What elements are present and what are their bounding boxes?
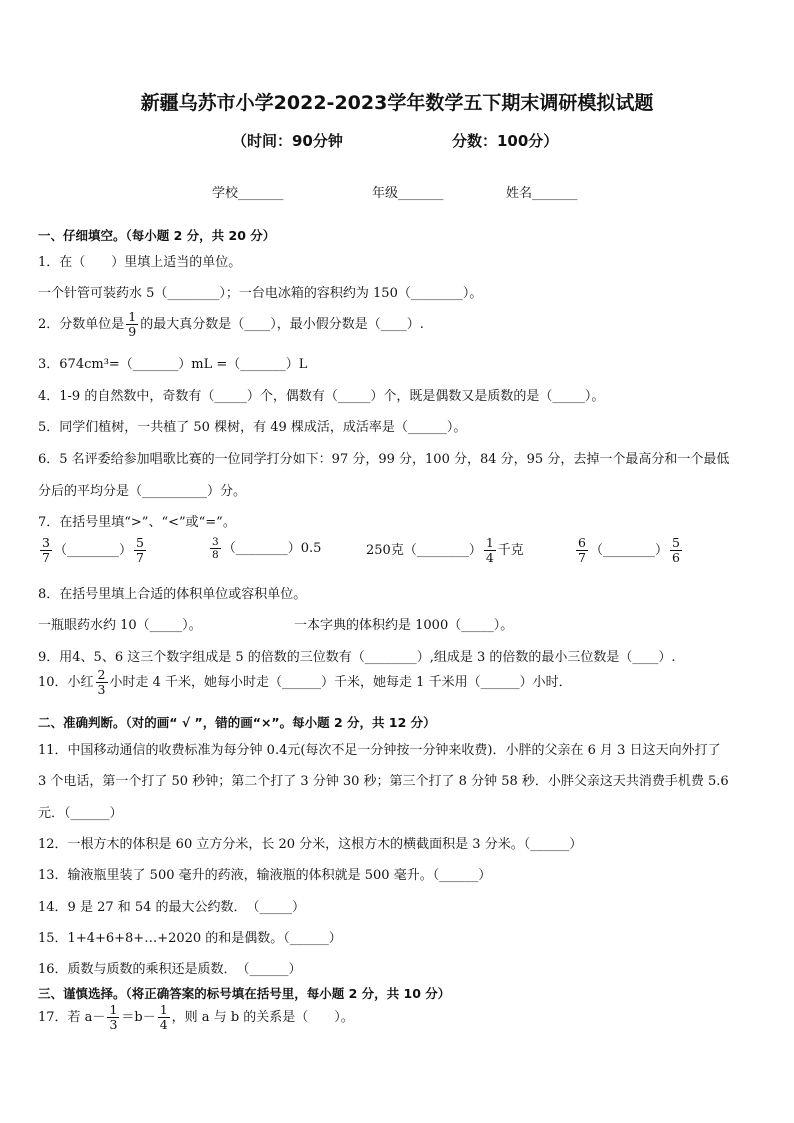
- question-7-item-b: [208, 536, 321, 561]
- fraction-denominator: 6: [671, 550, 680, 565]
- section-heading: 三、谨慎选择。（将正确答案的标号填在括号里，每小题 2 分，共 10 分）: [38, 986, 451, 1001]
- question-2-suffix: 的最大真分数是（____），最小假分数是（____）.: [140, 317, 424, 332]
- question-13: 13．输液瓶里装了 500 毫升的药液，输液瓶的体积就是 500 毫升。（______）: [38, 868, 492, 883]
- section-heading: 一、仔细填空。（每小题 2 分，共 20 分）: [38, 228, 276, 243]
- question-12: 12．一根方木的体积是 60 立方分米，长 20 分米，这根方木的横截面积是 3 分米。（______）: [38, 837, 583, 852]
- exam-score: 分数：100分）: [452, 132, 559, 150]
- fraction-denominator: 3: [97, 682, 106, 697]
- fraction-numerator: 5: [135, 535, 144, 550]
- fraction-numerator: 1: [159, 1002, 168, 1017]
- question-8-prompt: 8．在括号里填上合适的体积单位或容积单位。: [38, 587, 307, 602]
- question-6-line-2: 分后的平均分是（__________）分。: [38, 484, 247, 499]
- question-17-suffix: ，则 a 与 b 的关系是（ ）。: [171, 1010, 354, 1025]
- fraction-numerator: 1: [128, 309, 137, 324]
- question-2-prefix: 2．分数单位是: [38, 317, 125, 332]
- section-heading: 二、准确判断。（对的画“ √ ”，错的画“×”。每小题 2 分，共 12 分）: [38, 715, 436, 730]
- question-2: [38, 310, 424, 339]
- question-1-prompt: 1．在（ ）里填上适当的单位。: [38, 255, 242, 270]
- fraction: [107, 1003, 119, 1032]
- equation-middle: ＝b－: [121, 1010, 156, 1025]
- fraction-denominator: 8: [212, 549, 219, 561]
- fraction: [126, 310, 138, 339]
- question-11-line-1: 11．中国移动通信的收费标准为每分钟 0.4元(每次不足一分钟按一分钟来收费)．小胖的父亲在 6 月 3 日这天向外打了: [38, 743, 721, 758]
- question-10-prefix: 10．小红: [38, 675, 94, 690]
- fraction-denominator: 7: [135, 550, 144, 565]
- page-title: 新疆乌苏市小学2022-2023学年数学五下期末调研模拟试题: [140, 92, 654, 114]
- question-7-item-c: [366, 536, 524, 565]
- fraction: [210, 536, 221, 561]
- question-10: [38, 668, 572, 697]
- question-16: 16．质数与质数的乘积还是质数． （______）: [38, 962, 302, 977]
- comparison-value: 0.5: [300, 541, 322, 556]
- fraction-numerator: 3: [212, 536, 219, 548]
- fraction: [158, 1003, 170, 1032]
- question-11-line-2: 3 个电话，第一个打了 50 秒钟；第二个打了 3 分钟 30 秒；第三个打了 8 分钟 58 秒．小胖父亲这天共消费手机费 5.6: [38, 774, 729, 789]
- fraction: [576, 536, 588, 565]
- school-field[interactable]: 学校_______: [212, 186, 284, 201]
- question-9: 9．用4、5、6 这三个数字组成是 5 的倍数的三位数有（________）,组成是 3 的倍数的最小三位数是（____）.: [38, 650, 676, 665]
- fraction-numerator: 2: [97, 667, 106, 682]
- fraction-numerator: 1: [109, 1002, 118, 1017]
- grade-field[interactable]: 年级_______: [372, 186, 444, 201]
- question-6-line-1: 6．5 名评委给参加唱歌比赛的一位同学打分如下：97 分，99 分，100 分，84 分，95 分，去掉一个最高分和一个最低: [38, 452, 730, 467]
- fraction-numerator: 3: [42, 535, 50, 550]
- name-field[interactable]: 姓名_______: [506, 186, 578, 201]
- fraction-denominator: 4: [485, 550, 494, 565]
- question-14: 14．9 是 27 和 54 的最大公约数． （_____）: [38, 900, 306, 915]
- answer-blank[interactable]: （________）: [222, 541, 301, 556]
- fraction: [670, 536, 682, 565]
- question-7-prompt: 7．在括号里填“>”、“<”或“=”。: [38, 515, 236, 530]
- fraction: [96, 668, 108, 697]
- fraction-numerator: 1: [485, 535, 494, 550]
- question-15: 15．1+4+6+8+…+2020 的和是偶数。（______）: [38, 931, 342, 946]
- question-8-right: 一本字典的体积约是 1000（_____）。: [294, 618, 514, 633]
- question-8-left: 一瓶眼药水约 10（_____）。: [38, 618, 202, 633]
- question-17-prefix: 17．若 a－: [38, 1010, 106, 1025]
- question-3: 3．674cm³=（_______）mL =（_______）L: [38, 357, 308, 372]
- question-1-body: 一个针管可装药水 5（________）；一台电冰箱的容积约为 150（________）。: [38, 286, 483, 301]
- fraction-denominator: 9: [128, 324, 137, 339]
- fraction-denominator: 7: [42, 550, 50, 565]
- fraction: [484, 536, 496, 565]
- answer-blank[interactable]: （________）: [589, 543, 668, 558]
- fraction-denominator: 3: [109, 1017, 118, 1032]
- question-5: 5．同学们植树，一共植了 50 棵树，有 49 棵成活，成活率是（______）。: [38, 420, 467, 435]
- question-4: 4．1-9 的自然数中，奇数有（_____）个，偶数有（_____）个，既是偶数又是质数的是（_____）。: [38, 389, 605, 404]
- question-10-suffix: 小时走 4 千米，她每小时走（______）千米，她每走 1 千米用（______）小时．: [109, 675, 572, 690]
- question-11-line-3: 元．（______）: [38, 806, 123, 821]
- question-17: [38, 1003, 354, 1032]
- exam-time: （时间：90分钟: [232, 132, 343, 150]
- question-7-item-d: [574, 536, 684, 565]
- question-7-item-a: [38, 536, 148, 565]
- fraction-numerator: 5: [671, 535, 680, 550]
- fraction-numerator: 6: [578, 535, 586, 550]
- fraction-denominator: 4: [159, 1017, 168, 1032]
- fraction: [40, 536, 52, 565]
- unit-label: 千克: [497, 543, 524, 558]
- answer-blank[interactable]: （________）: [53, 543, 132, 558]
- comparison-value: 250克（________）: [366, 543, 482, 558]
- fraction: [134, 536, 146, 565]
- fraction-denominator: 7: [578, 550, 586, 565]
